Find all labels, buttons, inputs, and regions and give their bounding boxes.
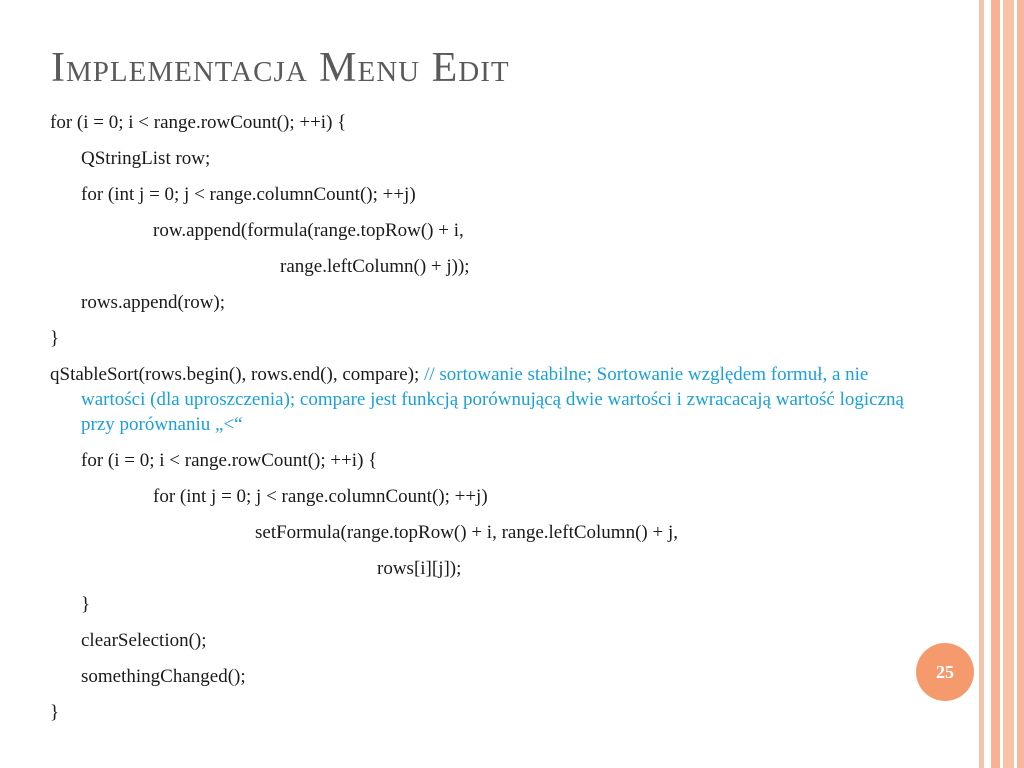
decorative-stripe bbox=[1017, 0, 1024, 768]
code-line: row.append(formula(range.topRow() + i, bbox=[153, 220, 464, 241]
decorative-stripe bbox=[991, 0, 1000, 768]
code-block bbox=[50, 110, 930, 725]
slide-title: Implementacja Menu Edit bbox=[51, 45, 510, 91]
page-number-badge: 25 bbox=[916, 643, 974, 701]
code-line: range.leftColumn() + j)); bbox=[280, 256, 470, 277]
code-line: somethingChanged(); bbox=[81, 666, 246, 687]
code-line-with-comment bbox=[50, 362, 930, 437]
code-text: qStableSort(rows.begin(), rows.end(), compare); bbox=[50, 364, 420, 385]
code-line: for (i = 0; i < range.rowCount(); ++i) { bbox=[50, 112, 347, 133]
code-comment: // sortowanie stabilne; Sortowanie względem formuł, a nie wartości (dla uproszczenia); compare jest funkcją porównującą dwie wartości i zwracacają wartość logiczną przy porównaniu „<“ bbox=[81, 364, 904, 435]
code-line: for (int j = 0; j < range.columnCount(); ++j) bbox=[153, 486, 488, 507]
code-line: } bbox=[50, 328, 60, 349]
code-line: QStringList row; bbox=[81, 148, 211, 169]
code-line: } bbox=[81, 594, 91, 615]
code-line: clearSelection(); bbox=[81, 630, 207, 651]
code-line: for (int j = 0; j < range.columnCount(); ++j) bbox=[81, 184, 416, 205]
code-line: setFormula(range.topRow() + i, range.leftColumn() + j, bbox=[255, 522, 678, 543]
code-line: for (i = 0; i < range.rowCount(); ++i) { bbox=[81, 450, 378, 471]
code-line: } bbox=[50, 702, 60, 723]
code-line: rows.append(row); bbox=[81, 292, 226, 313]
code-line: rows[i][j]); bbox=[377, 558, 462, 579]
decorative-stripe bbox=[1003, 0, 1014, 768]
decorative-stripe bbox=[984, 0, 991, 768]
